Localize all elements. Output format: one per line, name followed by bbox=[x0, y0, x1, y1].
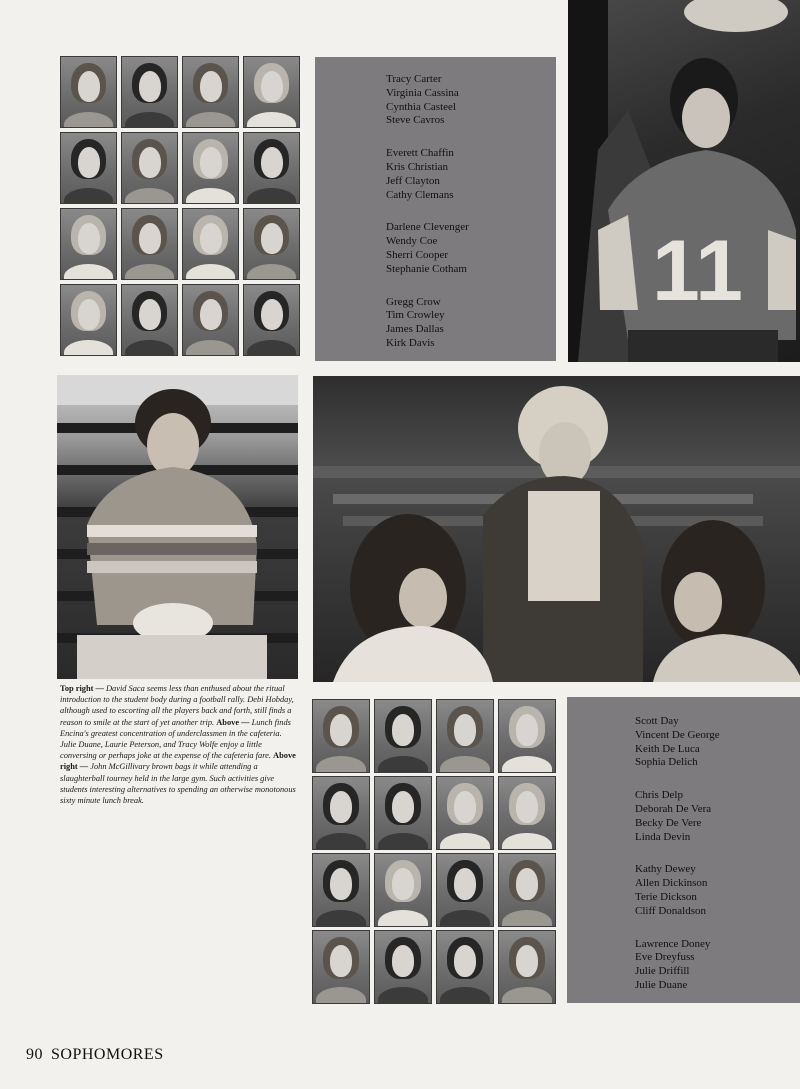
portrait bbox=[243, 132, 300, 204]
portrait bbox=[312, 853, 370, 927]
portrait bbox=[436, 930, 494, 1004]
student-name: James Dallas bbox=[386, 323, 444, 336]
name-group bbox=[386, 221, 556, 276]
student-name: Darlene Clevenger bbox=[386, 221, 469, 234]
names-panel-bottom bbox=[567, 697, 800, 1003]
student-name: Eve Dreyfuss bbox=[635, 951, 695, 964]
student-name: Gregg Crow bbox=[386, 295, 441, 308]
portrait bbox=[182, 284, 239, 356]
bleachers-scene bbox=[57, 375, 298, 679]
portrait bbox=[374, 776, 432, 850]
student-name: Kirk Davis bbox=[386, 336, 435, 349]
caption-heading: Top right — bbox=[60, 684, 104, 693]
portrait bbox=[243, 284, 300, 356]
portrait bbox=[121, 208, 178, 280]
student-name: Virginia Cassina bbox=[386, 86, 459, 99]
student-name: Tim Crowley bbox=[386, 309, 445, 322]
student-name: Terie Dickson bbox=[635, 890, 697, 903]
portrait bbox=[312, 699, 370, 773]
portrait bbox=[243, 56, 300, 128]
student-name: Kathy Dewey bbox=[635, 863, 696, 876]
cafeteria-scene bbox=[313, 376, 800, 682]
student-name: Chris Delp bbox=[635, 789, 683, 802]
photo-caption bbox=[60, 683, 300, 806]
portrait bbox=[121, 132, 178, 204]
portrait bbox=[374, 930, 432, 1004]
jersey-number: 11 bbox=[652, 223, 743, 319]
student-name: Cliff Donaldson bbox=[635, 904, 706, 917]
student-name: Allen Dickinson bbox=[635, 877, 708, 890]
student-name: Sherri Cooper bbox=[386, 248, 449, 261]
student-name: Cathy Clemans bbox=[386, 188, 454, 201]
portrait bbox=[182, 208, 239, 280]
student-name: Jeff Clayton bbox=[386, 174, 440, 187]
caption-text: David Saca seems less than enthused about the ritual introduction to the student body during a football rally. Debi Hobday, although used to escorting all the players back and forth, still finds a reason to smile at the start of yet another trip. bbox=[60, 684, 294, 727]
page-number: 90 bbox=[26, 1046, 43, 1063]
caption-heading: Above right — bbox=[60, 751, 296, 772]
caption-text: Lunch finds Encina's greatest concentration of underclassmen in the cafeteria. Julie Duane, Laurie Peterson, and Tracy Wolfe enjoy a little conversing or perhaps joke at the expense of the cafeteria fare. bbox=[60, 717, 291, 761]
photo-football-rally bbox=[568, 0, 800, 362]
student-name: Lawrence Doney bbox=[635, 937, 711, 950]
name-group bbox=[635, 789, 800, 844]
portrait bbox=[374, 699, 432, 773]
student-name: Stephanie Cotham bbox=[386, 262, 467, 275]
student-name: Kris Christian bbox=[386, 160, 449, 173]
portrait bbox=[498, 930, 556, 1004]
student-name: Julie Duane bbox=[635, 978, 688, 991]
caption-text: John McGillivary brown bags it while attending a slaughterball tourney held in the large gym. Such activities give students interesting alternatives to spending an otherwise monotonous sixty minute lunch break. bbox=[60, 762, 296, 806]
rally-scene bbox=[568, 0, 800, 362]
portrait bbox=[121, 284, 178, 356]
caption-heading: Above — bbox=[216, 717, 250, 727]
student-name: Deborah De Vera bbox=[635, 802, 712, 815]
portrait bbox=[312, 930, 370, 1004]
portrait bbox=[436, 853, 494, 927]
page-footer bbox=[26, 1046, 172, 1064]
name-group bbox=[386, 73, 556, 128]
portrait-grid-bottom bbox=[312, 699, 556, 1004]
name-group bbox=[635, 715, 800, 770]
portrait bbox=[60, 56, 117, 128]
portrait bbox=[374, 853, 432, 927]
portrait-grid-top bbox=[60, 56, 300, 356]
portrait bbox=[498, 853, 556, 927]
name-group bbox=[635, 938, 800, 993]
portrait bbox=[436, 699, 494, 773]
student-name: Cynthia Casteel bbox=[386, 100, 456, 113]
student-name: Keith De Luca bbox=[635, 742, 700, 755]
section-title: SOPHOMORES bbox=[51, 1046, 164, 1063]
portrait bbox=[60, 208, 117, 280]
portrait bbox=[436, 776, 494, 850]
photo-cafeteria bbox=[313, 376, 800, 682]
student-name: Vincent De George bbox=[635, 728, 720, 741]
student-name: Sophia Delich bbox=[635, 756, 698, 769]
student-name: Wendy Coe bbox=[386, 235, 438, 248]
name-group bbox=[635, 863, 800, 918]
student-name: Julie Driffill bbox=[635, 965, 690, 978]
photo-bleachers bbox=[57, 375, 298, 679]
student-name: Everett Chaffin bbox=[386, 147, 454, 160]
student-name: Tracy Carter bbox=[386, 73, 442, 85]
portrait bbox=[498, 776, 556, 850]
portrait bbox=[60, 284, 117, 356]
name-group bbox=[386, 296, 556, 351]
student-name: Scott Day bbox=[635, 715, 679, 727]
names-panel-top bbox=[315, 57, 556, 361]
portrait bbox=[121, 56, 178, 128]
name-group bbox=[386, 147, 556, 202]
portrait bbox=[60, 132, 117, 204]
portrait bbox=[498, 699, 556, 773]
student-name: Becky De Vere bbox=[635, 816, 702, 829]
student-name: Linda Devin bbox=[635, 830, 691, 843]
portrait bbox=[243, 208, 300, 280]
portrait bbox=[182, 56, 239, 128]
portrait bbox=[312, 776, 370, 850]
portrait bbox=[182, 132, 239, 204]
student-name: Steve Cavros bbox=[386, 114, 445, 127]
